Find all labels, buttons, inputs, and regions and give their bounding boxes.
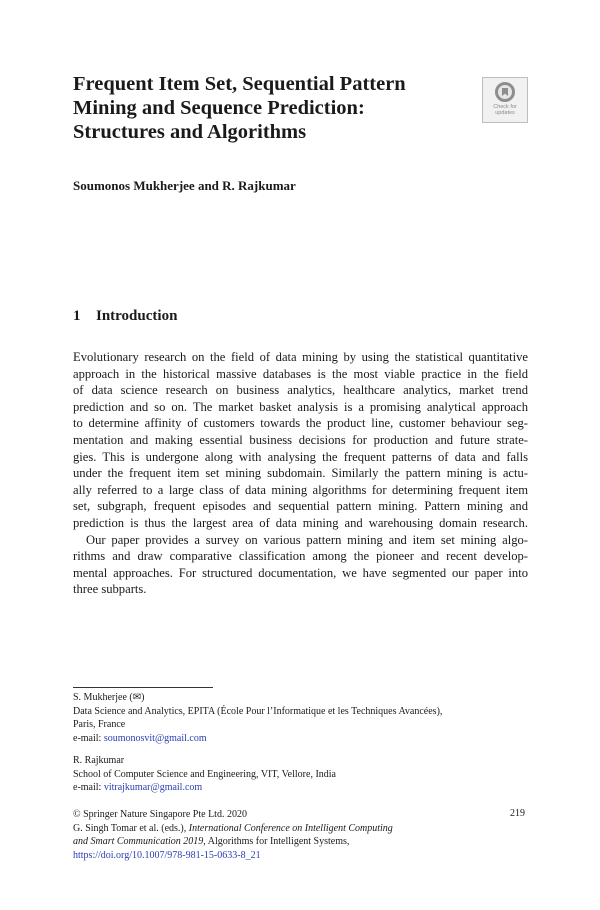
text-line: mentation and making essential business decisions for production and future strate- bbox=[73, 432, 528, 447]
section-title: Introduction bbox=[96, 308, 178, 324]
affiliation-line: Paris, France bbox=[73, 719, 126, 730]
crossmark-icon bbox=[495, 82, 515, 102]
text-line: Our paper provides a survey on various pattern mining and item set mining algo- bbox=[86, 532, 528, 547]
section-number: 1 bbox=[73, 308, 81, 324]
email-link[interactable]: soumonosvit@gmail.com bbox=[103, 732, 207, 744]
text-line: under the frequent item set mining subdomain. Similarly the pattern mining is actu- bbox=[73, 466, 528, 481]
doi-row bbox=[73, 849, 393, 863]
text-line: rithms and draw comparative classification among the pioneer and recent develop- bbox=[73, 549, 528, 564]
author-name: S. Mukherjee (✉) bbox=[73, 692, 145, 703]
paper-title bbox=[73, 72, 463, 144]
affiliation-line: Data Science and Analytics, EPITA (École Pour l’Informatique et les Techniques Avancées), bbox=[73, 705, 443, 717]
text-line: three subparts. bbox=[73, 582, 147, 597]
text-line: of data science research on business analytics, healthcare analytics, market trend bbox=[73, 383, 528, 398]
conference-name: International Conference on Intelligent Computing bbox=[188, 822, 393, 834]
doi-link[interactable]: https://doi.org/10.1007/978-981-15-0633-8_21 bbox=[73, 849, 261, 861]
citation-prefix: G. Singh Tomar et al. (eds.), bbox=[73, 822, 189, 834]
crossmark-label bbox=[493, 104, 517, 116]
paragraph-2 bbox=[73, 532, 528, 598]
email-link[interactable]: vitrajkumar@gmail.com bbox=[103, 782, 203, 793]
page-number: 219 bbox=[510, 808, 525, 819]
text-line: set, subgraph, frequent episodes and sequential pattern mining. Pattern mining and bbox=[73, 499, 528, 514]
author-list: Soumonos Mukherjee and R. Rajkumar bbox=[73, 178, 296, 193]
email-label: e-mail: bbox=[73, 732, 104, 744]
citation-line bbox=[73, 822, 393, 836]
email-row bbox=[73, 732, 442, 746]
copyright-notice: © Springer Nature Singapore Pte Ltd. 2020 bbox=[73, 809, 247, 820]
text-line: gies. This is undergone along with analysing the frequent patterns of data and falls bbox=[73, 449, 528, 464]
conference-name-cont: and Smart Communication 2019 bbox=[73, 836, 204, 847]
text-line: approach in the historical massive databases is the most viable practice in the field bbox=[73, 366, 528, 381]
text-line: to determine affinity of customers towards the product line, customer behaviour seg- bbox=[73, 416, 528, 431]
publication-info bbox=[73, 808, 393, 862]
email-row bbox=[73, 781, 336, 795]
author-name: R. Rajkumar bbox=[73, 755, 125, 766]
text-line: prediction is thus the largest area of data mining and warehousing domain research. bbox=[73, 515, 528, 530]
affiliation-line: School of Computer Science and Engineering, VIT, Vellore, India bbox=[73, 768, 336, 780]
text-line: prediction and so on. The market basket analysis is a promising analytical approach bbox=[73, 399, 528, 414]
affiliation-rajkumar bbox=[73, 754, 336, 795]
citation-line bbox=[73, 835, 393, 849]
title-line: Frequent Item Set, Sequential Pattern bbox=[73, 73, 406, 95]
check-for-updates-badge[interactable] bbox=[482, 77, 528, 123]
text-line: mental approaches. For structured documentation, we have segmented our paper into bbox=[73, 565, 528, 580]
body-text bbox=[73, 349, 528, 598]
series-name: , Algorithms for Intelligent Systems, bbox=[203, 836, 350, 847]
title-line: Structures and Algorithms bbox=[73, 121, 307, 143]
section-heading bbox=[73, 308, 177, 325]
title-line: Mining and Sequence Prediction: bbox=[73, 97, 365, 119]
affiliation-mukherjee bbox=[73, 691, 442, 745]
crossmark-label-line1: Check for bbox=[493, 104, 517, 110]
footnote-divider bbox=[73, 687, 213, 688]
text-line: ally referred to a large class of data mining algorithms for determining frequent item bbox=[73, 482, 528, 497]
paragraph-1 bbox=[73, 349, 528, 532]
text-line: Evolutionary research on the field of data mining by using the statistical quantitative bbox=[73, 350, 528, 364]
crossmark-label-line2: updates bbox=[495, 110, 515, 116]
email-label: e-mail: bbox=[73, 782, 104, 793]
